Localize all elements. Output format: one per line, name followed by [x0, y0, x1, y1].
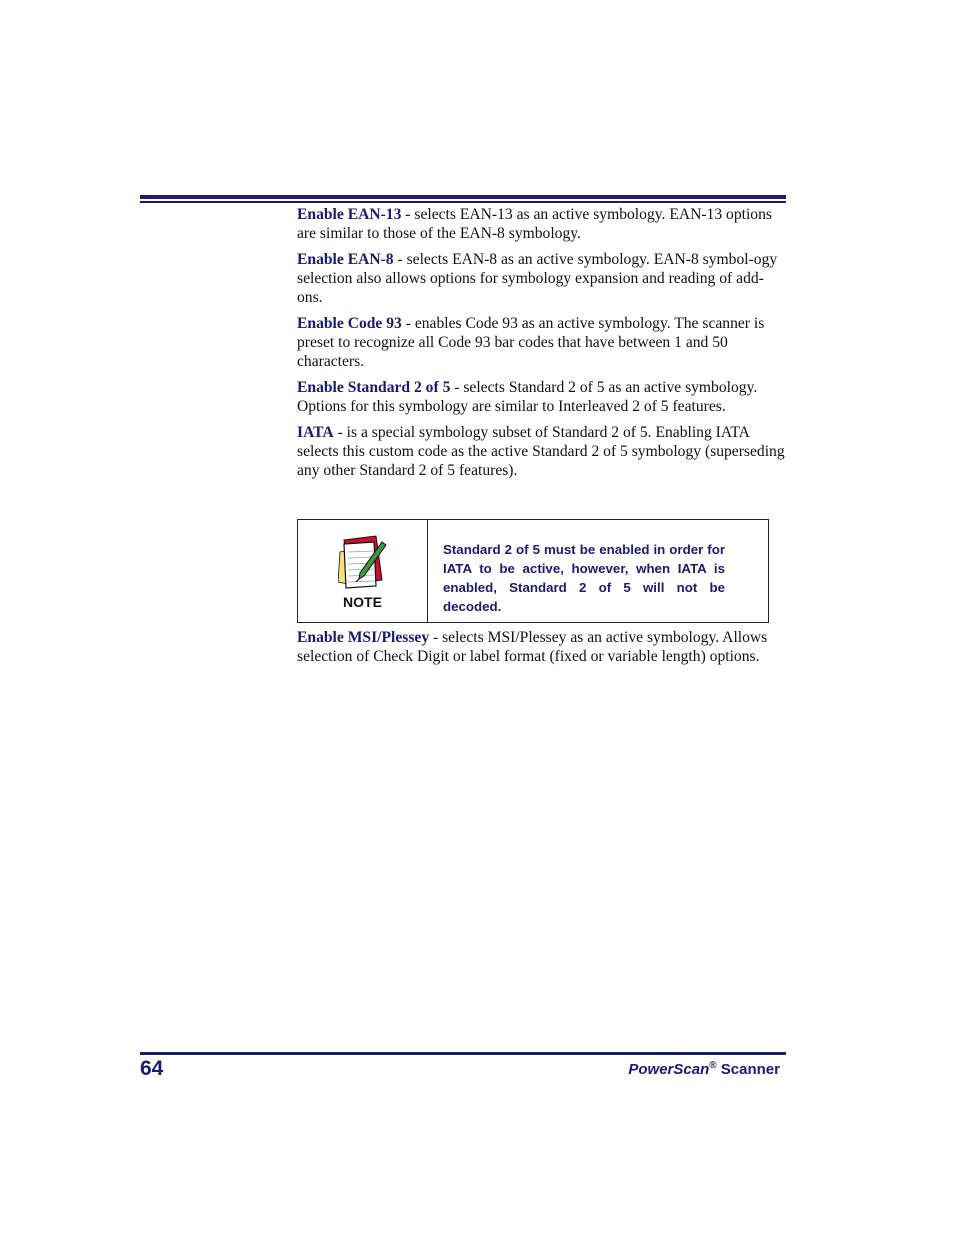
body-text	[297, 205, 787, 487]
description: - selects MSI/Plessey as an active symbology. Allows selection of Check Digit or label format (fixed or variable length) options.	[297, 629, 768, 665]
header-rule-thick	[140, 195, 786, 199]
page-number: 64	[140, 1057, 164, 1080]
paragraph-enable-code93	[297, 314, 787, 371]
product-name: PowerScan	[628, 1061, 710, 1078]
term: Enable Code 93	[297, 315, 402, 332]
paragraph-enable-ean13	[297, 205, 787, 243]
header-rule-thin	[140, 201, 786, 203]
paragraph-enable-standard-2of5	[297, 378, 787, 416]
term: Enable MSI/Plessey	[297, 629, 430, 646]
running-title-suffix: Scanner	[716, 1061, 780, 1078]
term: IATA	[297, 424, 334, 441]
note-box	[297, 519, 769, 623]
paragraph-enable-ean8	[297, 250, 787, 307]
description: - is a special symbology subset of Standard 2 of 5. Enabling IATA selects this custom code as the active Standard 2 of 5 symbology (superseding any other Standard 2 of 5 features).	[297, 424, 785, 479]
running-title	[628, 1060, 780, 1078]
note-label: NOTE	[343, 594, 382, 610]
notepad-pen-icon	[338, 532, 388, 592]
paragraph-enable-msi-plessey	[297, 628, 787, 666]
footer-rule	[140, 1052, 786, 1055]
description: - selects Standard 2 of 5 as an active symbology. Options for this symbology are similar to Interleaved 2 of 5 features.	[297, 379, 758, 415]
note-text: Standard 2 of 5 must be enabled in order for IATA to be active, however, when IATA is enabled, Standard 2 of 5 will not be decoded.	[443, 542, 725, 614]
description: - selects EAN-8 as an active symbology. EAN-8 symbol-ogy selection also allows options for symbology expansion and reading of add-ons.	[297, 251, 778, 306]
registered-mark: ®	[709, 1060, 717, 1071]
paragraph-iata	[297, 423, 787, 480]
body-text-continued	[297, 628, 787, 673]
description: - enables Code 93 as an active symbology. The scanner is preset to recognize all Code 93 bar codes that have between 1 and 50 characters.	[297, 315, 765, 370]
term: Enable EAN-8	[297, 251, 394, 268]
description: - selects EAN-13 as an active symbology. EAN-13 options are similar to those of the EAN-8 symbology.	[297, 206, 772, 242]
term: Enable Standard 2 of 5	[297, 379, 451, 396]
term: Enable EAN-13	[297, 206, 402, 223]
note-icon-cell	[298, 520, 428, 622]
